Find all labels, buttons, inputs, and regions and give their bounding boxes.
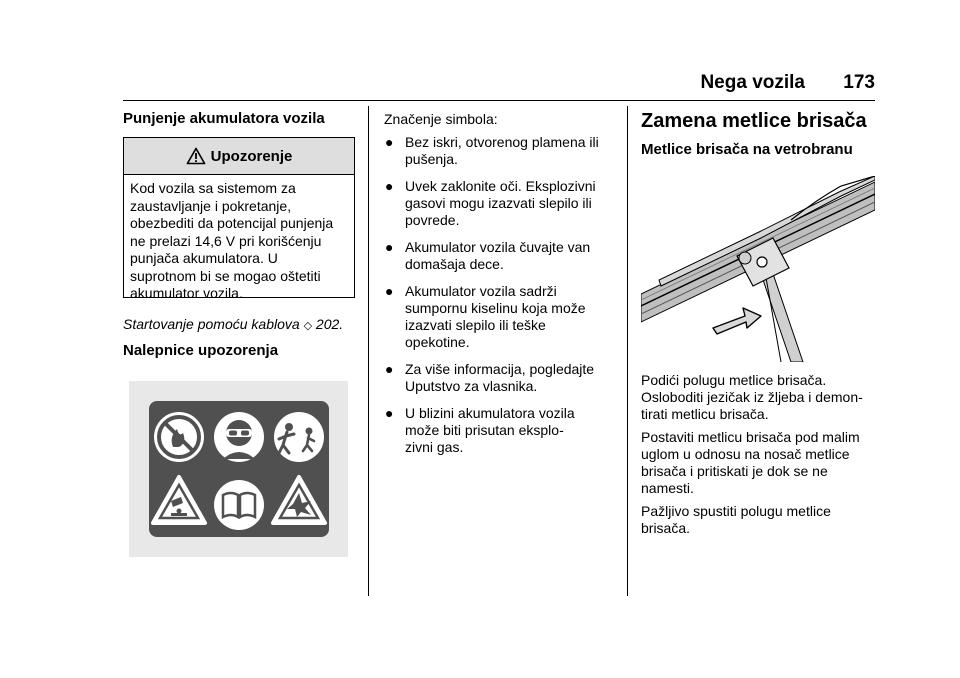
- bullet-icon: ●: [385, 239, 394, 255]
- list-item: [384, 239, 616, 273]
- list-item-line: izazvati slepilo ili teške: [405, 317, 546, 333]
- warning-line: zaustavljanje i pokretanje,: [130, 197, 292, 214]
- reference-suffix: .: [339, 316, 344, 332]
- paragraph-line: brisača i pritiskati je dok se ne: [641, 463, 828, 479]
- warning-line: Kod vozila sa sistemom za: [130, 180, 296, 196]
- heading-wiper-replacement: Zamena metlice brisača: [641, 110, 867, 132]
- list-item-line: domašaja dece.: [405, 256, 504, 272]
- list-item-line: Uvek zaklonite oči. Eksplozivni: [405, 178, 596, 194]
- list-item-line: opekotine.: [405, 334, 470, 350]
- list-item-line: povrede.: [405, 212, 460, 228]
- list-item-line: zivni gas.: [405, 439, 464, 455]
- paragraph-line: Osloboditi jezičak iz žljeba i demon-: [641, 389, 863, 405]
- warning-line: suprotnom bi se mogao oštetiti: [130, 267, 321, 284]
- list-item-line: pušenja.: [405, 151, 458, 167]
- list-item: [384, 361, 616, 395]
- bullet-icon: ●: [385, 361, 394, 377]
- list-item-line: sumpornu kiselinu koja može: [405, 300, 586, 316]
- paragraph-line: Postaviti metlicu brisača pod malim: [641, 429, 860, 445]
- reference-text: Startovanje pomoću kablova: [123, 316, 300, 332]
- list-item: [384, 405, 616, 456]
- warning-header: [124, 138, 354, 175]
- list-item-line: može biti prisutan eksplo-: [405, 422, 564, 438]
- paragraph-line: namesti.: [641, 480, 694, 496]
- warning-line: punjača akumulatora. U: [130, 250, 278, 266]
- warning-text: [130, 180, 352, 303]
- symbols-intro: Značenje simbola:: [384, 111, 498, 127]
- list-item: [384, 283, 616, 351]
- paragraph-line: Podići polugu metlice brisača.: [641, 372, 827, 388]
- cross-reference[interactable]: [123, 316, 343, 332]
- list-item: [384, 178, 616, 229]
- reference-arrow-icon: ◇: [303, 320, 313, 332]
- warning-line: ne prelazi 14,6 V pri korišćenju: [130, 232, 322, 249]
- heading-windshield-wipers: Metlice brisača na vetrobranu: [641, 141, 853, 158]
- heading-battery-charging: Punjenje akumulatora vozila: [123, 110, 325, 127]
- list-item-line: Za više informacija, pogledajte: [405, 361, 595, 377]
- list-item-line: Uputstvo za vlasnika.: [405, 378, 538, 394]
- column-divider-left: [368, 106, 369, 596]
- list-item-line: Bez iskri, otvorenog plamena ili: [405, 134, 599, 150]
- symbols-list: [384, 134, 616, 466]
- paragraph: [641, 503, 877, 537]
- paragraph-line: uglom u odnosu na nosač metlice: [641, 446, 850, 462]
- bullet-icon: ●: [385, 134, 394, 150]
- bullet-icon: ●: [385, 178, 394, 194]
- warning-triangle-icon: [186, 147, 206, 165]
- paragraph-line: tirati metlicu brisača.: [641, 406, 769, 422]
- warning-box: [123, 137, 355, 301]
- paragraph: [641, 429, 877, 497]
- page-header: [123, 70, 875, 101]
- reference-page: 202: [315, 316, 340, 332]
- list-item: [384, 134, 616, 168]
- heading-warning-labels: Nalepnice upozorenja: [123, 342, 279, 359]
- eye-protection-icon: [214, 412, 264, 462]
- explosion-warning-icon: [273, 477, 325, 523]
- read-manual-icon: [214, 480, 264, 530]
- pictogram-panel: [149, 401, 329, 537]
- list-item-line: U blizini akumulatora vozila: [405, 405, 575, 421]
- paragraph: [641, 372, 877, 423]
- warning-line: akumulator vozila.: [130, 285, 243, 301]
- wiper-blade-illustration: [641, 176, 875, 362]
- no-flame-icon: [154, 412, 204, 462]
- bullet-icon: ●: [385, 283, 394, 299]
- keep-children-away-icon: [274, 412, 324, 462]
- bullet-icon: ●: [385, 405, 394, 421]
- warning-labels-image: [129, 381, 348, 557]
- column-divider-right: [627, 106, 628, 596]
- warning-title: Upozorenje: [210, 147, 293, 165]
- list-item-line: Akumulator vozila čuvajte van: [405, 239, 591, 255]
- acid-warning-icon: [153, 477, 205, 523]
- paragraph-line: Pažljivo spustiti polugu metlice: [641, 503, 831, 519]
- page-number: 173: [843, 72, 875, 93]
- paragraph-line: brisača.: [641, 520, 691, 536]
- list-item-line: Akumulator vozila sadrži: [405, 283, 557, 299]
- list-item-line: gasovi mogu izazvati slepilo ili: [405, 195, 592, 211]
- warning-line: obezbediti da potencijal punjenja: [130, 215, 334, 231]
- section-title: Nega vozila: [700, 72, 805, 93]
